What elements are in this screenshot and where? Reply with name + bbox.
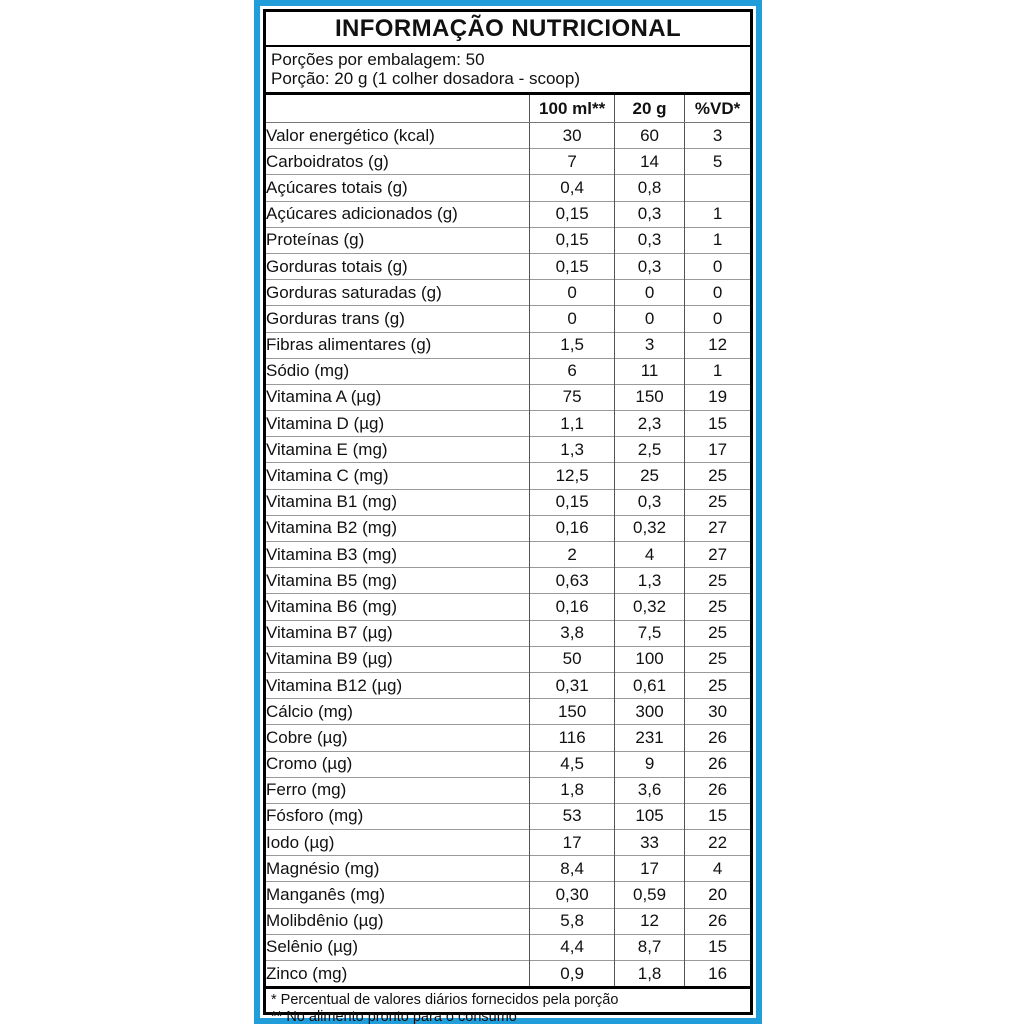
value-20g-cell: 7,5	[614, 620, 684, 646]
value-vd-cell: 5	[685, 149, 750, 175]
value-100ml-cell: 150	[530, 699, 615, 725]
value-vd-cell: 25	[685, 489, 750, 515]
value-vd-cell: 17	[685, 437, 750, 463]
nutrient-name-cell: Manganês (mg)	[266, 882, 530, 908]
value-20g-cell: 9	[614, 751, 684, 777]
value-20g-cell: 1,8	[614, 961, 684, 988]
value-20g-cell: 231	[614, 725, 684, 751]
table-row	[266, 358, 750, 384]
value-vd-cell: 20	[685, 882, 750, 908]
corner-cell	[266, 94, 530, 123]
value-20g-cell: 2,3	[614, 411, 684, 437]
nutrient-name-cell: Vitamina B7 (µg)	[266, 620, 530, 646]
value-20g-cell: 1,3	[614, 568, 684, 594]
nutrient-name-cell: Ferro (mg)	[266, 777, 530, 803]
value-100ml-cell: 5,8	[530, 908, 615, 934]
value-vd-cell: 19	[685, 384, 750, 410]
value-20g-cell: 0,3	[614, 253, 684, 279]
value-100ml-cell: 75	[530, 384, 615, 410]
value-100ml-cell: 6	[530, 358, 615, 384]
nutrient-name-cell: Gorduras trans (g)	[266, 306, 530, 332]
value-100ml-cell: 0,15	[530, 201, 615, 227]
value-20g-cell: 0	[614, 280, 684, 306]
column-header-100ml: 100 ml**	[530, 94, 615, 123]
value-20g-cell: 100	[614, 646, 684, 672]
value-vd-cell: 1	[685, 201, 750, 227]
value-20g-cell: 0,59	[614, 882, 684, 908]
table-row	[266, 961, 750, 988]
value-100ml-cell: 30	[530, 123, 615, 149]
value-vd-cell	[685, 175, 750, 201]
nutrient-name-cell: Vitamina A (µg)	[266, 384, 530, 410]
nutrient-name-cell: Fósforo (mg)	[266, 803, 530, 829]
table-row	[266, 830, 750, 856]
value-100ml-cell: 0,4	[530, 175, 615, 201]
nutrient-name-cell: Vitamina C (mg)	[266, 463, 530, 489]
table-row	[266, 489, 750, 515]
value-100ml-cell: 8,4	[530, 856, 615, 882]
table-row	[266, 725, 750, 751]
header-row	[266, 94, 750, 123]
value-vd-cell: 26	[685, 751, 750, 777]
value-vd-cell: 26	[685, 908, 750, 934]
value-100ml-cell: 0,63	[530, 568, 615, 594]
value-20g-cell: 33	[614, 830, 684, 856]
value-100ml-cell: 53	[530, 803, 615, 829]
value-100ml-cell: 12,5	[530, 463, 615, 489]
value-vd-cell: 1	[685, 358, 750, 384]
portion-info	[266, 47, 750, 92]
value-vd-cell: 15	[685, 803, 750, 829]
value-20g-cell: 14	[614, 149, 684, 175]
label-title: INFORMAÇÃO NUTRICIONAL	[266, 12, 750, 47]
value-20g-cell: 2,5	[614, 437, 684, 463]
table-row	[266, 672, 750, 698]
nutrient-name-cell: Vitamina E (mg)	[266, 437, 530, 463]
table-row	[266, 882, 750, 908]
column-header-20g: 20 g	[614, 94, 684, 123]
nutrient-name-cell: Açúcares adicionados (g)	[266, 201, 530, 227]
value-20g-cell: 3	[614, 332, 684, 358]
table-row	[266, 123, 750, 149]
nutrient-name-cell: Vitamina B6 (mg)	[266, 594, 530, 620]
footnote-daily-values: * Percentual de valores diários fornecidos pela porção	[271, 992, 619, 1009]
value-vd-cell: 27	[685, 542, 750, 568]
value-vd-cell: 15	[685, 934, 750, 960]
table-row	[266, 201, 750, 227]
nutrient-name-cell: Vitamina B2 (mg)	[266, 515, 530, 541]
table-row	[266, 542, 750, 568]
value-20g-cell: 0,3	[614, 227, 684, 253]
nutrient-name-cell: Magnésio (mg)	[266, 856, 530, 882]
value-20g-cell: 17	[614, 856, 684, 882]
table-row	[266, 934, 750, 960]
table-row	[266, 646, 750, 672]
value-vd-cell: 12	[685, 332, 750, 358]
value-100ml-cell: 0,30	[530, 882, 615, 908]
value-vd-cell: 0	[685, 280, 750, 306]
nutrient-name-cell: Gorduras totais (g)	[266, 253, 530, 279]
value-20g-cell: 12	[614, 908, 684, 934]
table-row	[266, 463, 750, 489]
value-20g-cell: 0,3	[614, 489, 684, 515]
nutrient-name-cell: Gorduras saturadas (g)	[266, 280, 530, 306]
nutrient-name-cell: Cálcio (mg)	[266, 699, 530, 725]
value-100ml-cell: 1,1	[530, 411, 615, 437]
footnotes	[266, 989, 750, 1028]
nutrient-name-cell: Iodo (µg)	[266, 830, 530, 856]
table-row	[266, 306, 750, 332]
table-row	[266, 751, 750, 777]
nutrient-name-cell: Fibras alimentares (g)	[266, 332, 530, 358]
value-100ml-cell: 0	[530, 280, 615, 306]
nutrient-name-cell: Vitamina B9 (µg)	[266, 646, 530, 672]
table-row	[266, 620, 750, 646]
value-vd-cell: 25	[685, 463, 750, 489]
nutrient-name-cell: Proteínas (g)	[266, 227, 530, 253]
nutrient-name-cell: Vitamina B1 (mg)	[266, 489, 530, 515]
table-row	[266, 253, 750, 279]
value-vd-cell: 26	[685, 725, 750, 751]
value-vd-cell: 27	[685, 515, 750, 541]
value-vd-cell: 4	[685, 856, 750, 882]
table-row	[266, 280, 750, 306]
value-100ml-cell: 0,15	[530, 253, 615, 279]
table-body	[266, 123, 750, 988]
nutrient-name-cell: Sódio (mg)	[266, 358, 530, 384]
value-20g-cell: 150	[614, 384, 684, 410]
value-vd-cell: 25	[685, 646, 750, 672]
value-20g-cell: 0	[614, 306, 684, 332]
value-100ml-cell: 50	[530, 646, 615, 672]
label-frame	[254, 0, 762, 1024]
table-row	[266, 803, 750, 829]
table-row	[266, 515, 750, 541]
footnote-ready-to-consume: ** No alimento pronto para o consumo	[271, 1008, 517, 1025]
value-20g-cell: 3,6	[614, 777, 684, 803]
value-20g-cell: 0,3	[614, 201, 684, 227]
nutrient-name-cell: Cobre (µg)	[266, 725, 530, 751]
value-vd-cell: 16	[685, 961, 750, 988]
nutrient-name-cell: Vitamina B5 (mg)	[266, 568, 530, 594]
value-100ml-cell: 0,9	[530, 961, 615, 988]
table-row	[266, 568, 750, 594]
value-100ml-cell: 1,5	[530, 332, 615, 358]
value-vd-cell: 26	[685, 777, 750, 803]
table-row	[266, 437, 750, 463]
nutrient-name-cell: Valor energético (kcal)	[266, 123, 530, 149]
value-100ml-cell: 4,5	[530, 751, 615, 777]
table-row	[266, 411, 750, 437]
value-20g-cell: 0,32	[614, 515, 684, 541]
nutrient-name-cell: Zinco (mg)	[266, 961, 530, 988]
nutrient-name-cell: Molibdênio (µg)	[266, 908, 530, 934]
nutrition-table	[266, 92, 750, 989]
value-vd-cell: 25	[685, 672, 750, 698]
value-100ml-cell: 7	[530, 149, 615, 175]
value-100ml-cell: 1,3	[530, 437, 615, 463]
nutrient-name-cell: Açúcares totais (g)	[266, 175, 530, 201]
value-vd-cell: 1	[685, 227, 750, 253]
value-100ml-cell: 2	[530, 542, 615, 568]
nutrient-name-cell: Vitamina B12 (µg)	[266, 672, 530, 698]
value-100ml-cell: 0,31	[530, 672, 615, 698]
value-100ml-cell: 0,16	[530, 594, 615, 620]
table-row	[266, 908, 750, 934]
nutrient-name-cell: Selênio (µg)	[266, 934, 530, 960]
table-row	[266, 856, 750, 882]
value-100ml-cell: 0,16	[530, 515, 615, 541]
table-row	[266, 699, 750, 725]
value-vd-cell: 22	[685, 830, 750, 856]
value-vd-cell: 15	[685, 411, 750, 437]
value-100ml-cell: 0,15	[530, 489, 615, 515]
value-vd-cell: 30	[685, 699, 750, 725]
column-header-vd: %VD*	[685, 94, 750, 123]
value-100ml-cell: 0,15	[530, 227, 615, 253]
nutrient-name-cell: Vitamina D (µg)	[266, 411, 530, 437]
value-100ml-cell: 4,4	[530, 934, 615, 960]
nutrient-name-cell: Vitamina B3 (mg)	[266, 542, 530, 568]
value-vd-cell: 0	[685, 253, 750, 279]
value-vd-cell: 0	[685, 306, 750, 332]
value-vd-cell: 25	[685, 620, 750, 646]
value-100ml-cell: 3,8	[530, 620, 615, 646]
value-20g-cell: 0,32	[614, 594, 684, 620]
value-20g-cell: 0,8	[614, 175, 684, 201]
servings-per-package: Porções por embalagem: 50	[271, 50, 485, 69]
nutrient-name-cell: Cromo (µg)	[266, 751, 530, 777]
value-20g-cell: 11	[614, 358, 684, 384]
value-100ml-cell: 17	[530, 830, 615, 856]
value-100ml-cell: 1,8	[530, 777, 615, 803]
table-row	[266, 175, 750, 201]
table-row	[266, 149, 750, 175]
table-row	[266, 227, 750, 253]
value-20g-cell: 25	[614, 463, 684, 489]
value-20g-cell: 8,7	[614, 934, 684, 960]
value-100ml-cell: 116	[530, 725, 615, 751]
table-header	[266, 94, 750, 123]
table-row	[266, 594, 750, 620]
table-row	[266, 384, 750, 410]
value-vd-cell: 3	[685, 123, 750, 149]
value-vd-cell: 25	[685, 594, 750, 620]
value-vd-cell: 25	[685, 568, 750, 594]
portion-size: Porção: 20 g (1 colher dosadora - scoop)	[271, 69, 581, 88]
value-20g-cell: 60	[614, 123, 684, 149]
value-100ml-cell: 0	[530, 306, 615, 332]
value-20g-cell: 300	[614, 699, 684, 725]
table-row	[266, 332, 750, 358]
table-row	[266, 777, 750, 803]
nutrient-name-cell: Carboidratos (g)	[266, 149, 530, 175]
value-20g-cell: 4	[614, 542, 684, 568]
nutrition-facts-panel	[263, 9, 753, 1025]
value-20g-cell: 105	[614, 803, 684, 829]
value-20g-cell: 0,61	[614, 672, 684, 698]
